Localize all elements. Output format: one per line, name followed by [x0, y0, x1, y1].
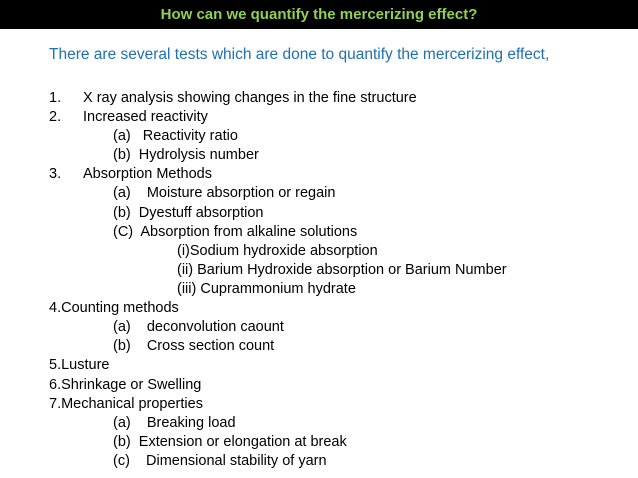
item-7b: (b) Extension or elongation at break — [113, 434, 347, 450]
item-3-number: 3. — [49, 166, 62, 182]
title-bar — [0, 0, 638, 29]
item-5: 5.Lusture — [49, 357, 110, 373]
item-3c-iii: (iii) Cuprammonium hydrate — [177, 281, 356, 297]
item-4a: (a) deconvolution caount — [113, 319, 284, 335]
item-7a: (a) Breaking load — [113, 415, 236, 431]
item-3c-i: (i)Sodium hydroxide absorption — [177, 243, 378, 259]
item-3-text: Absorption Methods — [83, 166, 212, 182]
item-2a: (a) Reactivity ratio — [113, 128, 238, 144]
item-2-number: 2. — [49, 109, 62, 125]
item-7c: (c) Dimensional stability of yarn — [113, 453, 327, 469]
item-4b: (b) Cross section count — [113, 338, 275, 354]
item-2-text: Increased reactivity — [83, 109, 208, 125]
item-2b: (b) Hydrolysis number — [113, 147, 259, 163]
item-7: 7.Mechanical properties — [49, 396, 203, 412]
item-6: 6.Shrinkage or Swelling — [49, 377, 202, 393]
item-1-text: X ray analysis showing changes in the fine structure — [83, 90, 417, 106]
item-4: 4.Counting methods — [49, 300, 179, 316]
item-3a: (a) Moisture absorption or regain — [113, 185, 336, 201]
intro-text: There are several tests which are done to quantify the mercerizing effect, — [49, 46, 550, 63]
item-3c: (C) Absorption from alkaline solutions — [113, 224, 358, 240]
item-3c-ii: (ii) Barium Hydroxide absorption or Barium Number — [177, 262, 507, 278]
item-1-number: 1. — [49, 90, 62, 106]
item-3b: (b) Dyestuff absorption — [113, 205, 264, 221]
slide-title: How can we quantify the mercerizing effect? — [160, 6, 478, 23]
